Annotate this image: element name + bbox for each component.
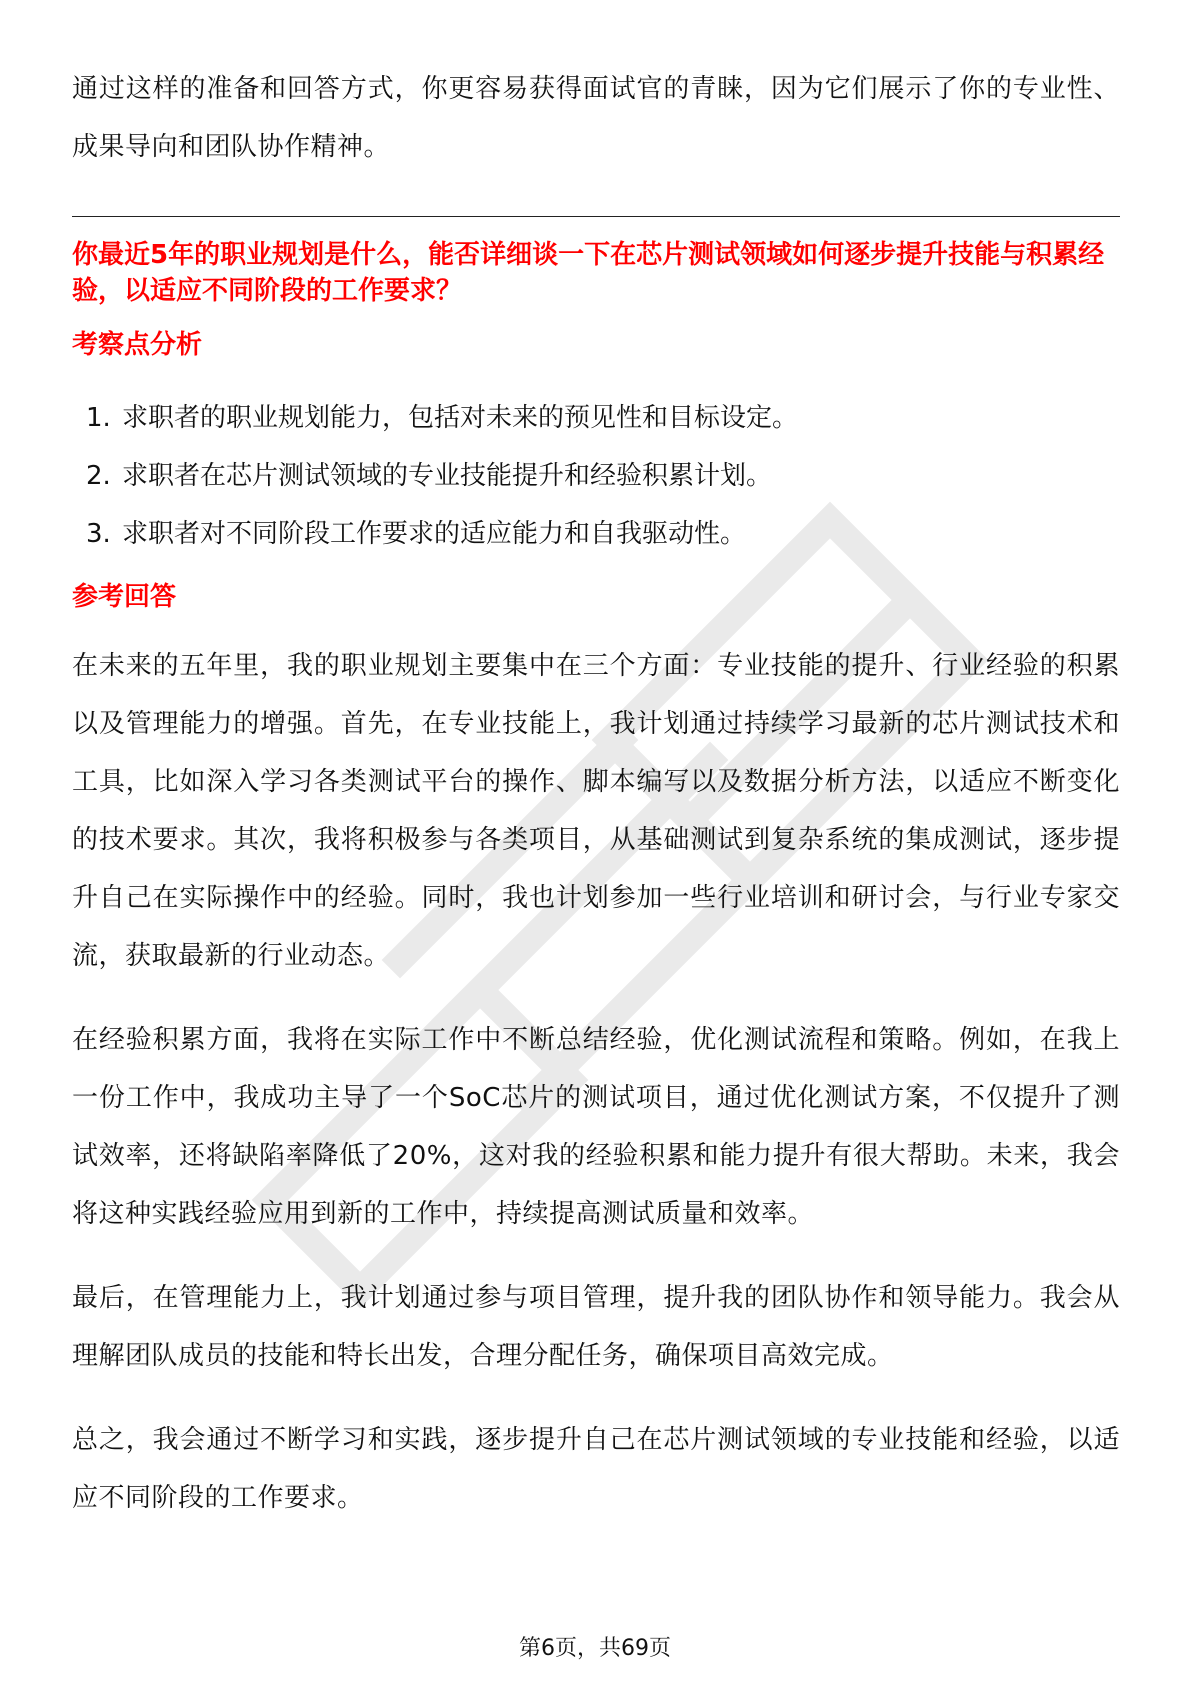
answer-paragraph: 在未来的五年里，我的职业规划主要集中在三个方面：专业技能的提升、行业经验的积累以及管理能力的增强。首先，在专业技能上，我计划通过持续学习最新的芯片测试技术和工具，比如深入学习各类测试平台的操作、脚本编写以及数据分析方法，以适应不断变化的技术要求。其次，我将积极参与各类项目，从基础测试到复杂系统的集成测试，逐步提升自己在实际操作中的经验。同时，我也计划参加一些行业培训和研讨会，与行业专家交流，获取最新的行业动态。 — [72, 651, 1120, 971]
analysis-item-text: 求职者的职业规划能力，包括对未来的预见性和目标设定。 — [122, 403, 799, 433]
page-number-footer: 第6页，共69页 — [519, 1636, 671, 1661]
answer-paragraph: 最后，在管理能力上，我计划通过参与项目管理，提升我的团队协作和领导能力。我会从理解团队成员的技能和特长出发，合理分配任务，确保项目高效完成。 — [72, 1283, 1120, 1371]
analysis-item-text: 求职者对不同阶段工作要求的适应能力和自我驱动性。 — [122, 519, 747, 549]
analysis-title: 考察点分析 — [72, 330, 203, 360]
analysis-item-number: 2. — [86, 461, 111, 491]
analysis-item-number: 1. — [86, 403, 111, 433]
analysis-list — [72, 389, 1120, 563]
interview-question: 你最近5年的职业规划是什么，能否详细谈一下在芯片测试领域如何逐步提升技能与积累经验，以适应不同阶段的工作要求？ — [72, 240, 1105, 306]
analysis-item — [72, 447, 1120, 505]
analysis-item — [72, 505, 1120, 563]
analysis-item — [72, 389, 1120, 447]
analysis-item-text: 求职者在芯片测试领域的专业技能提升和经验积累计划。 — [122, 461, 773, 491]
analysis-item-number: 3. — [86, 519, 111, 549]
answer-title: 参考回答 — [72, 582, 177, 612]
section-divider — [72, 216, 1120, 217]
document-page — [72, 58, 1120, 1527]
intro-paragraph: 通过这样的准备和回答方式，你更容易获得面试官的青睐，因为它们展示了你的专业性、成果导向和团队协作精神。 — [72, 74, 1120, 162]
answer-paragraph: 总之，我会通过不断学习和实践，逐步提升自己在芯片测试领域的专业技能和经验，以适应不同阶段的工作要求。 — [72, 1425, 1120, 1513]
answer-paragraph: 在经验积累方面，我将在实际工作中不断总结经验，优化测试流程和策略。例如，在我上一份工作中，我成功主导了一个SoC芯片的测试项目，通过优化测试方案，不仅提升了测试效率，还将缺陷率降低了20%，这对我的经验积累和能力提升有很大帮助。未来，我会将这种实践经验应用到新的工作中，持续提高测试质量和效率。 — [72, 1025, 1120, 1229]
